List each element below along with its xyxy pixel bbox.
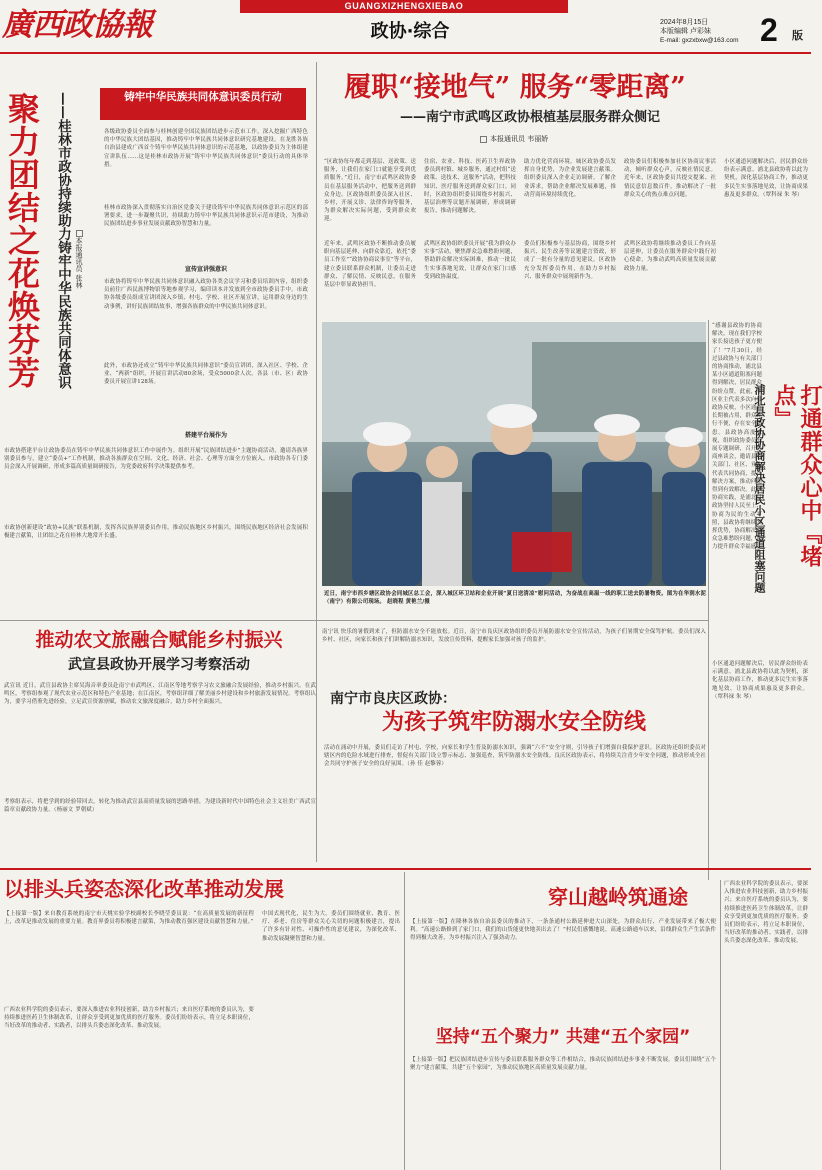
top-story-byline: [480, 134, 548, 144]
top-story-byline-text: 本报通讯员 韦丽娇: [490, 135, 549, 143]
left-story-byline-text: 本报通讯员 张林: [75, 237, 83, 289]
divider-v1: [316, 62, 317, 670]
divider-v3: [316, 622, 317, 862]
bottom-left-body3: 中国式现代化，民生为大。委员们围绕就业、教育、医疗、养老、住房等群众关心关切的问题积极建言，提出了许多有针对性、可操作性的意见建议，为深化改革、推动发展凝聚智慧和力量。: [262, 911, 400, 942]
left-story-body2b: 此外，市政协还成立“铸牢中华民族共同体意识”委员宣讲团，深入社区、学校、企业、“两新”组织，开展宣讲活动80余场，受众5000余人次。各县（市、区）政协委员开展宣讲128场。: [104, 363, 308, 386]
left-story-body1: 各级政协委员全面参与桂林创建全国民族团结进步示范市工作，深入挖掘广西特色的中华民族大团结基因，推动铸牢中华民族共同体意识研究基地建设。在龙胜各族自治县建成广西首个铸牢中华民族共同体意识的示范基地，以政协委员为主体组建宣讲队伍……这是桂林市政协开展“铸牢中华民族共同体意识”委员行动的具体举措。: [104, 129, 308, 168]
mid-right-body-top: 南宁讯 快乐的暑假到来了，但防溺水安全不能放松。近日，南宁市良庆区政协组织委员开展防溺水安全宣传活动，为孩子们暑期安全保驾护航。委员们深入乡村、社区，向家长和孩子们讲解防溺水知识，发放宣传资料，提醒家长加强对孩子的监护。: [322, 629, 706, 644]
top-story-subtitle: ——南宁市武鸣区政协根植基层服务群众侧记: [399, 110, 660, 125]
bottom-right-title: 穿山越岭筑通途: [548, 885, 688, 909]
page-number: 2: [760, 12, 778, 48]
mid-left-body: 武宣讯 近日，武宣县政协主席吴海音率委员赴南宁市武鸣区、江南区等地考察学习农文旅融合发展经验，推动乡村振兴。在武鸣区，考察组参观了现代农业示范区和特色产业基地；在江南区，考察组详细了解美丽乡村建设和乡村旅游发展情况。考察组认为，要学习借鉴先进经验，立足武宣资源禀赋，推动农文旅深度融合，助力乡村全面振兴。: [4, 683, 316, 706]
bottom-left-body: 【上接第一版】来自教育系统的南宁市天桃实验学校副校长李晓莹委员说：“在高质量发展的新征程上，改革是推动发展的重要力量。教育界委员将积极建言献策，为推动教育强区建设贡献智慧和力量。”: [4, 911, 254, 926]
top-col4: 政协委员们积极参加社区协商议事活动，倾听群众心声，反映社情民意。近年来，区政协委员共提交提案、社情民意信息数百件，推动解决了一批群众关心的热点难点问题。: [624, 159, 716, 198]
bottom-right-title2: 坚持“五个聚力” 共建“五个家园”: [435, 1027, 691, 1047]
divider-h1: [0, 620, 708, 621]
mid-left-subtitle: 武宣县政协开展学习考察活动: [68, 657, 250, 673]
masthead-email: E-mail: gxzxbxw@163.com: [660, 37, 739, 44]
left-story-body1b: 桂林市政协深入贯彻落实自治区党委关于建设铸牢中华民族共同体意识示范区的部署要求，进一步凝聚共识，持续助力铸牢中华民族共同体意识示范市建设，为推动民族团结进步事业发展贡献政协智慧和力量。: [104, 205, 308, 228]
left-story-box-title: 铸牢中华民族共同体意识委员行动: [124, 91, 282, 103]
top-col1b: 近年来，武鸣区政协不断推动委员履职向基层延伸、向群众靠近，依托“委员工作室”“政协协商议事室”等平台，建立委员联系群众机制，让委员走进群众、了解民情、反映民意，在服务基层中彰显政协担当。: [324, 241, 416, 289]
top-col5: 小区通道问题解决后，居民群众纷纷表示满意。浦北县政协将以此为契机，深化基层协商工作，推动更多民生实事落地见效，让协商成果惠及更多群众。（覃科禄 朱 琴）: [724, 159, 808, 198]
section-title: 政协·综合: [370, 21, 450, 42]
top-col3b: 委员们积极参与基层协商，围绕乡村振兴、民生改善等议题建言资政，形成了一批有分量的意见建议。区政协充分发挥委员作用，在助力乡村振兴、服务群众中展现新作为。: [524, 241, 616, 280]
mid-right-body: 活动在涌动中开展，委员们走访了村屯、学校，向家长和学生普及防溺水知识，强调“六不”安全守则，引导孩子们增强自我保护意识。区政协还组织委员对辖区内的危险水域进行排查，督促有关部门设立警示标志、加强巡查，筑牢防溺水安全防线。良庆区政协表示，将持续关注青少年安全问题，推动形成全社会共同守护孩子安全的良好氛围。（孙 佳 赵黎蓉）: [324, 745, 706, 768]
left-story-subtitle: ——桂林市政协持续助力铸牢中华民族共同体意识: [55, 92, 71, 389]
top-col3: 助力优化营商环境，城区政协委员发挥自身优势，为企业发展建言献策。组织委员深入企业走访调研，了解企业诉求，帮助企业解决发展难题，推动营商环境持续优化。: [524, 159, 616, 198]
right-story-body2: 小区通道问题解决后，居民群众纷纷表示满意。浦北县政协将以此为契机，深化基层协商工作，推动更多民生实事落地见效，让协商成果惠及更多群众。（覃科禄 朱 琴）: [712, 661, 808, 700]
bottom-far-right-body: 广西农业科学院的委员表示，要深入推进农业科技创新，助力乡村振兴；来自医疗系统的委员认为，要持续推进医药卫生体制改革，让群众享受到更加优质的医疗服务。委员们纷纷表示，将立足本职岗位，当好改革的推动者、实践者，以排头兵姿态深化改革、推动发展。: [724, 881, 808, 945]
right-story-body: “感谢县政协的协商解决，现在我们学校家长接送孩子更方便了！”7月30日，经过县政协与有关部门的协商推动，浦北县某小区通道阻塞问题得到解决，居民群众纷纷点赞。此前，小区业主代表多次向县政协反映，小区通道长期被占用，群众出行不便，存在安全隐患。县政协高度重视，组织政协委员开展专题调研，召开协商座谈会，邀请县有关部门、社区、业主代表共同协商，提出解决方案，推动问题得到有效解决。此次协商实践，是浦北县政协坚持人民至上、协商为民的生动写照，县政协将继续发挥优势，协商解决群众急难愁盼问题，助力提升群众幸福感。: [712, 323, 762, 551]
mid-right-title: 为孩子筑牢防溺水安全防线: [381, 709, 646, 735]
bottom-left-body2: 广西农业科学院的委员表示，要深入推进农业科技创新，助力乡村振兴；来自医疗系统的委员认为，要持续推进医药卫生体制改革，让群众享受到更加优质的医疗服务。委员们纷纷表示，将立足本职岗位，当好改革的推动者、实践者，以排头兵姿态深化改革、推动发展。: [4, 1007, 254, 1030]
mid-left-title: 推动农文旅融合赋能乡村振兴: [35, 629, 283, 651]
top-col2b: 武鸣区政协组织委员开展“我为群众办实事”活动，聚焦群众急难愁盼问题，帮助群众解决实际困难，推动一批民生实事落地见效，让群众在家门口感受到政协温度。: [424, 241, 516, 280]
bottom-right-body: 【上接第一版】在隆林各族自治县委员的推动下，一条条通村公路延伸进大山深处，为群众出行、产业发展带来了极大便利。“高速公路修到了家门口，我们的山货能更快地卖出去了！”村民们感慨地说。高速公路通车以来，沿线群众生产生活条件得到极大改善，为乡村振兴注入了强劲动力。: [410, 919, 716, 942]
photo-caption-text: 近日，南宁市西乡塘区政协会同城区总工会，深入城区环卫站和企业开展“夏日送清凉”慰问活动，为奋战在高温一线的职工送去防暑物资。图为在华润水泥（南宁）有限公司现场。: [324, 591, 706, 606]
bottom-right-body2: 【上接第一版】把民族团结进步宣传与委员联系服务群众等工作相结合，推动民族团结进步事业不断发展。委员们围绕“五个聚力”建言献策，共建“五个家园”，为推动民族地区高质量发展贡献力量。: [410, 1057, 716, 1072]
right-story-subtitle: 浦北县政协协商解决居民小区通道阻塞问题: [753, 384, 766, 593]
masthead-logo: 廣西政協報: [2, 7, 152, 43]
left-story-byline: [74, 230, 86, 350]
left-story-heading2: 搭建平台展作为: [184, 432, 227, 439]
left-story-heading1: 宣传宣讲强意识: [184, 266, 227, 273]
photo-scene-graphic: [322, 322, 706, 586]
divider-h2: [0, 868, 811, 870]
top-col4b: 武鸣区政协将继续推动委员工作向基层延伸，让委员在服务群众中践行初心使命，为推动武鸣高质量发展贡献政协力量。: [624, 241, 716, 272]
masthead-rule: [0, 52, 811, 54]
divider-v2: [708, 320, 709, 880]
left-story-body3b: 市政协创新建设“政协+民族”联系机制，发挥各民族界别委员作用，推动民族地区乡村振兴，围绕民族地区经济社会发展积极建言献策，让团结之花在桂林大地常开长盛。: [4, 525, 308, 540]
right-story-title: 打通群众心中『堵点』: [771, 384, 822, 568]
news-photo: [322, 322, 706, 586]
photo-credit: 赵晓程 黄艳兰/摄: [386, 599, 430, 606]
top-col2: 住宿、农业、科技、医药卫生界政协委员到村镇、城乡服务，通过村组“送政策、送技术、送服务”活动，把科技知识、医疗服务送到群众家门口。同时，区政协组织委员围绕乡村振兴、基层治理等议题开展调研，形成调研报告，推动问题解决。: [424, 159, 516, 215]
divider-v4: [404, 872, 405, 1170]
top-byline-box-icon: [480, 136, 487, 143]
masthead-editor: 本版编辑 卢彩妹: [660, 28, 711, 35]
photo-caption: [324, 590, 706, 614]
top-col1: “区政协每年都走到基层、送政策、送服务，让我们在家门口就能享受到优质服务。”近日，南宁市武鸣区政协委员在基层服务活动中，把服务送到群众身边。区政协组织委员深入社区、乡村，开展义诊、法律咨询等服务，为群众解决实际问题，受到群众欢迎。: [324, 159, 416, 223]
left-story-body2: 市政协将铸牢中华民族共同体意识融入政协各类会议学习和委员培训内容，组织委员前往广西民族博物馆等地参观学习，编印读本并发放到全市政协委员手中。市政协各级委员组成宣讲团深入乡镇、村屯、学校、社区开展宣讲，运用群众身边的生动事例，讲好民族团结故事，增强各族群众的中华民族共同体意识。: [104, 279, 308, 310]
top-story-title: 履职“接地气” 服务“零距离”: [344, 72, 686, 103]
masthead-date: 2024年8月15日: [660, 19, 709, 26]
left-story-title: 聚力团结之花焕芬芳: [3, 92, 41, 389]
byline-box-icon: [76, 230, 83, 237]
mid-left-body2: 考察组表示，将把学到的经验带回去，转化为推动武宣县高质量发展的思路举措，为建设新时代中国特色社会主义壮美广西武宣篇章贡献政协力量。（杨丽文 罗朝斌）: [4, 799, 316, 814]
bottom-left-title: 以排头兵姿态深化改革推动发展: [4, 877, 284, 901]
masthead-pinyin: GUANGXIZHENGXIEBAO: [344, 1, 464, 11]
mid-right-kicker: 南宁市良庆区政协：: [330, 691, 456, 707]
left-story-body3: 市政协搭建平台让政协委员在铸牢中华民族共同体意识工作中展作为。组织开展“民族团结进步”主题协商活动，邀请各族界别委员参与，建立“委员+”工作机制，推动各族群众在空间、文化、经济、社会、心理等方面全方位嵌入。市政协各专门委员会深入开展调研，形成多篇高质量调研报告，为党委政府科学决策提供参考。: [4, 448, 308, 471]
divider-v5: [720, 880, 721, 1170]
page-word: 版: [792, 29, 803, 42]
